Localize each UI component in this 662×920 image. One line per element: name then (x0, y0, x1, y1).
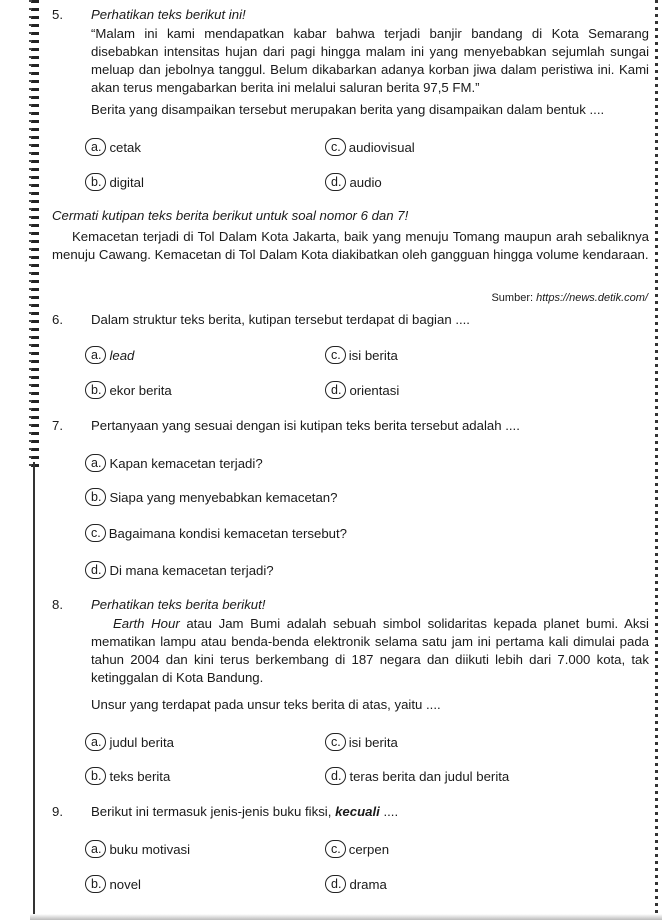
option-b[interactable] (85, 381, 172, 399)
question-number: 9. (52, 804, 63, 819)
option-text: lead (109, 347, 135, 363)
source-line (491, 291, 648, 305)
option-c[interactable] (325, 346, 398, 364)
option-d[interactable] (85, 561, 274, 579)
option-letter: b. (85, 767, 106, 785)
question-text-after: .... (379, 804, 399, 819)
question-number: 5. (52, 7, 63, 22)
question-number: 7. (52, 418, 63, 433)
option-text: judul berita (109, 734, 174, 750)
option-letter: a. (85, 138, 106, 156)
option-letter: c. (325, 346, 346, 364)
instruction: Perhatikan teks berikut ini! (91, 7, 246, 22)
option-b[interactable] (85, 767, 170, 785)
option-text: Kapan kemacetan terjadi? (109, 455, 263, 471)
passage-body: Kemacetan terjadi di Tol Dalam Kota Jakarta, baik yang menuju Tomang maupun arah sebaliknya menuju Cawang. Kemacetan di Tol Dalam Kota diakibatkan oleh gangguan hingga volume kendaraan. (52, 229, 649, 262)
passage-heading: Cermati kutipan teks berita berikut untuk soal nomor 6 dan 7! (52, 208, 409, 223)
option-text: Siapa yang menyebabkan kemacetan? (109, 489, 338, 505)
question-number: 6. (52, 312, 63, 327)
source-label: Sumber: (491, 292, 534, 304)
option-letter: d. (325, 767, 346, 785)
option-text: orientasi (349, 382, 400, 398)
option-letter: b. (85, 173, 106, 191)
option-a[interactable] (85, 840, 190, 858)
question-emphasis: kecuali (335, 804, 380, 819)
option-letter: a. (85, 840, 106, 858)
option-text: novel (109, 876, 141, 892)
option-letter: a. (85, 454, 106, 472)
option-letter: b. (85, 381, 106, 399)
question-text: Unsur yang terdapat pada unsur teks berita di atas, yaitu .... (91, 697, 441, 712)
page-edge-dots (655, 0, 658, 920)
option-letter: a. (85, 346, 106, 364)
option-text: buku motivasi (109, 841, 191, 857)
option-letter: b. (85, 488, 106, 506)
option-text: cerpen (348, 841, 390, 857)
question-text-before: Berikut ini termasuk jenis-jenis buku fiksi, (91, 804, 336, 819)
option-text: teks berita (109, 768, 171, 784)
option-text: digital (109, 174, 144, 190)
page-bottom-shadow (30, 914, 662, 920)
option-letter: d. (325, 875, 346, 893)
question-text: Pertanyaan yang sesuai dengan isi kutipan teks berita tersebut adalah .... (91, 418, 520, 433)
question-text: Berita yang disampaikan tersebut merupakan berita yang disampaikan dalam bentuk .... (91, 102, 605, 117)
option-letter: c. (325, 733, 346, 751)
option-text: Di mana kemacetan terjadi? (109, 562, 274, 578)
option-a[interactable] (85, 454, 263, 472)
option-c[interactable] (85, 524, 347, 542)
option-b[interactable] (85, 173, 144, 191)
option-text: cetak (109, 139, 141, 155)
option-text: isi berita (348, 734, 398, 750)
option-letter: c. (325, 138, 346, 156)
option-text: drama (349, 876, 387, 892)
option-letter: d. (85, 561, 106, 579)
option-d[interactable] (325, 767, 509, 785)
passage-lead: Earth Hour (113, 616, 180, 631)
passage-rest: atau Jam Bumi adalah sebuah simbol solidaritas kepada planet bumi. Aksi mematikan lampu atau benda-benda elektronik selama satu jam ini pertama kali dimulai pada tahun 2004 dan kini terus berkembang di 187 negara dan diikuti lebih dari 7.000 kota, tak ketinggalan di Kota Bandung. (91, 616, 649, 685)
page-border (33, 462, 35, 920)
source-url: https://news.detik.com/ (536, 292, 648, 304)
option-d[interactable] (325, 875, 387, 893)
option-letter: b. (85, 875, 106, 893)
option-a[interactable] (85, 138, 141, 156)
option-b[interactable] (85, 875, 141, 893)
option-letter: d. (325, 173, 346, 191)
option-a[interactable] (85, 346, 134, 364)
option-c[interactable] (325, 138, 415, 156)
option-b[interactable] (85, 488, 337, 506)
question-text: Dalam struktur teks berita, kutipan tersebut terdapat di bagian .... (91, 312, 470, 327)
option-d[interactable] (325, 173, 382, 191)
option-text: audiovisual (348, 139, 415, 155)
option-d[interactable] (325, 381, 399, 399)
option-letter: a. (85, 733, 106, 751)
option-a[interactable] (85, 733, 174, 751)
option-letter: c. (325, 840, 346, 858)
option-c[interactable] (325, 840, 389, 858)
option-letter: d. (325, 381, 346, 399)
question-number: 8. (52, 597, 63, 612)
option-text: teras berita dan judul berita (349, 768, 510, 784)
quote-text: “Malam ini kami mendapatkan kabar bahwa terjadi banjir bandang di Kota Semarang disebabkan intensitas hujan dari pagi hingga malam ini yang menyebabkan sejumlah sungai meluap dan jebolnya tanggul. Belum dikabarkan adanya korban jiwa dalam peristiwa ini. Kami akan terus mengabarkan berita ini melalui saluran berita 97,5 FM.” (91, 26, 649, 95)
option-text: ekor berita (109, 382, 172, 398)
instruction: Perhatikan teks berita berikut! (91, 597, 266, 612)
question-text (91, 804, 398, 820)
option-text: Bagaimana kondisi kemacetan tersebut? (108, 525, 347, 541)
binder-holes (31, 0, 39, 470)
option-text: audio (349, 174, 382, 190)
option-c[interactable] (325, 733, 398, 751)
passage-body (91, 615, 649, 687)
option-text: isi berita (348, 347, 398, 363)
option-letter: c. (85, 524, 106, 542)
